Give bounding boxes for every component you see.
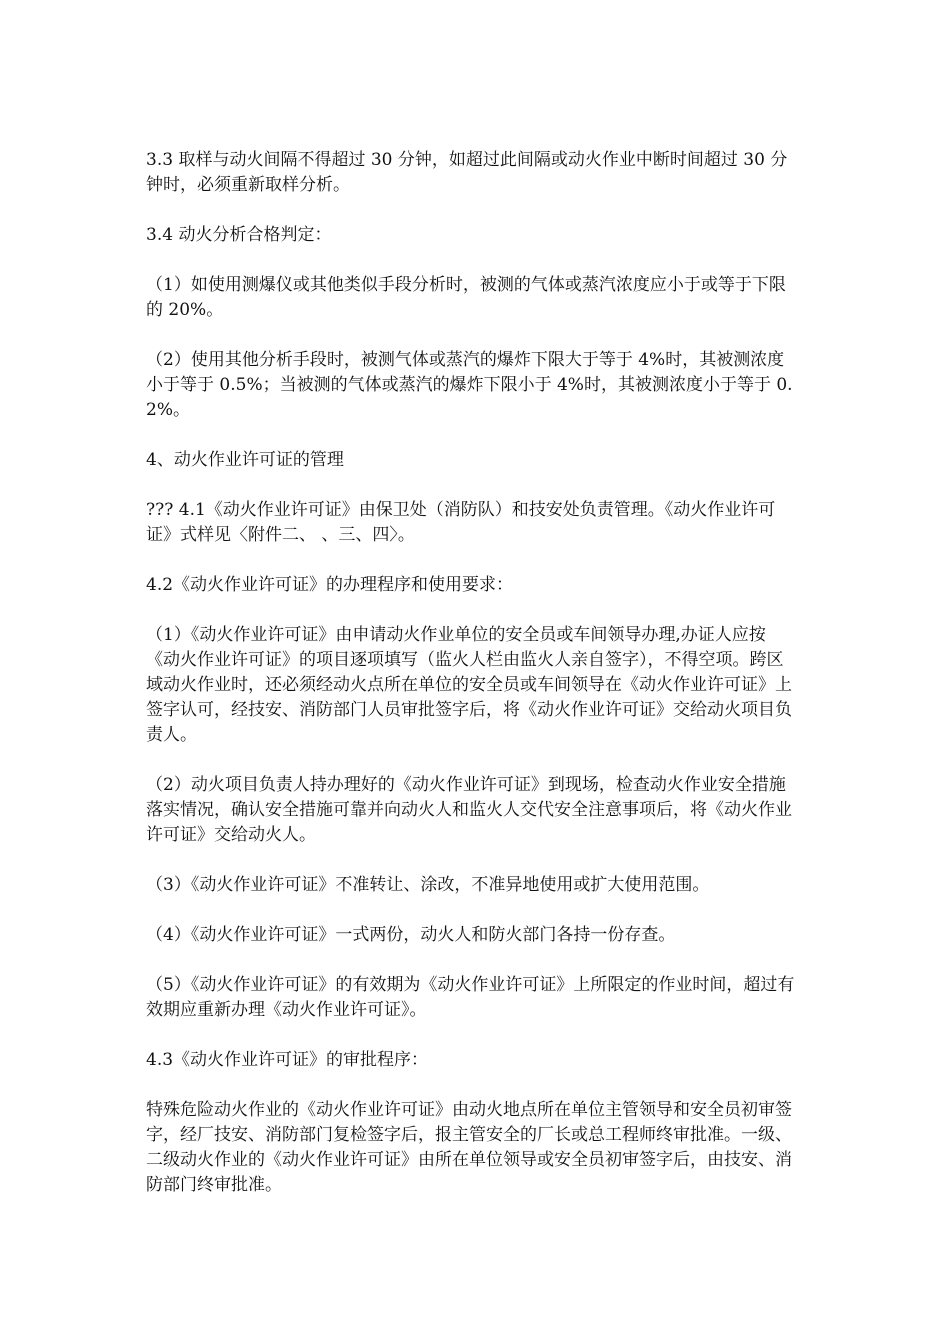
paragraph-4-2-heading: 4.2《动火作业许可证》的办理程序和使用要求： bbox=[146, 575, 514, 595]
paragraph-3-4-heading: 3.4 动火分析合格判定： bbox=[146, 225, 332, 245]
paragraph-4-2-item-1: （1）《动火作业许可证》由申请动火作业单位的安全员或车间领导办理,办证人应按《动火作业许可证》的项目逐项填写（监火人栏由监火人亲自签字），不得空项。跨区域动火作业时，还必须经动火点所在单位的安全员或车间领导在《动火作业许可证》上签字认可，经技安、消防部门人员审批签字后，将《动火作业许可证》交给动火项目负责人。 bbox=[146, 625, 792, 745]
paragraph-3-4-item-1: （1）如使用测爆仪或其他类似手段分析时，被测的气体或蒸汽浓度应小于或等于下限的 20%。 bbox=[146, 275, 786, 320]
paragraph-4-2-item-3: （3）《动火作业许可证》不准转让、涂改，不准异地使用或扩大使用范围。 bbox=[146, 875, 710, 895]
paragraph-4-1: ??? 4.1《动火作业许可证》由保卫处（消防队）和技安处负责管理。《动火作业许可证》式样见〈附件二、 、三、四〉。 bbox=[146, 500, 776, 545]
paragraph-3-4-item-2: （2）使用其他分析手段时，被测气体或蒸汽的爆炸下限大于等于 4%时，其被测浓度小于等于 0.5%；当被测的气体或蒸汽的爆炸下限小于 4%时，其被测浓度小于等于 0.2%。 bbox=[146, 350, 793, 420]
paragraph-4-2-item-4: （4）《动火作业许可证》一式两份，动火人和防火部门各持一份存查。 bbox=[146, 925, 676, 945]
paragraph-4-2-item-2: （2）动火项目负责人持办理好的《动火作业许可证》到现场，检查动火作业安全措施落实情况，确认安全措施可靠并向动火人和监火人交代安全注意事项后，将《动火作业许可证》交给动火人。 bbox=[146, 775, 792, 845]
document-body bbox=[146, 148, 798, 1223]
paragraph-4-3-body: 特殊危险动火作业的《动火作业许可证》由动火地点所在单位主管领导和安全员初审签字，经厂技安、消防部门复检签字后，报主管安全的厂长或总工程师终审批准。一级、二级动火作业的《动火作业许可证》由所在单位领导或安全员初审签字后，由技安、消防部门终审批准。 bbox=[146, 1100, 792, 1195]
paragraph-4-2-item-5: （5）《动火作业许可证》的有效期为《动火作业许可证》上所限定的作业时间，超过有效期应重新办理《动火作业许可证》。 bbox=[146, 975, 795, 1020]
paragraph-4-3-heading: 4.3《动火作业许可证》的审批程序： bbox=[146, 1050, 429, 1070]
paragraph-3-3: 3.3 取样与动火间隔不得超过 30 分钟，如超过此间隔或动火作业中断时间超过 30 分钟时，必须重新取样分析。 bbox=[146, 150, 788, 195]
section-4-heading: 4、动火作业许可证的管理 bbox=[146, 450, 344, 470]
